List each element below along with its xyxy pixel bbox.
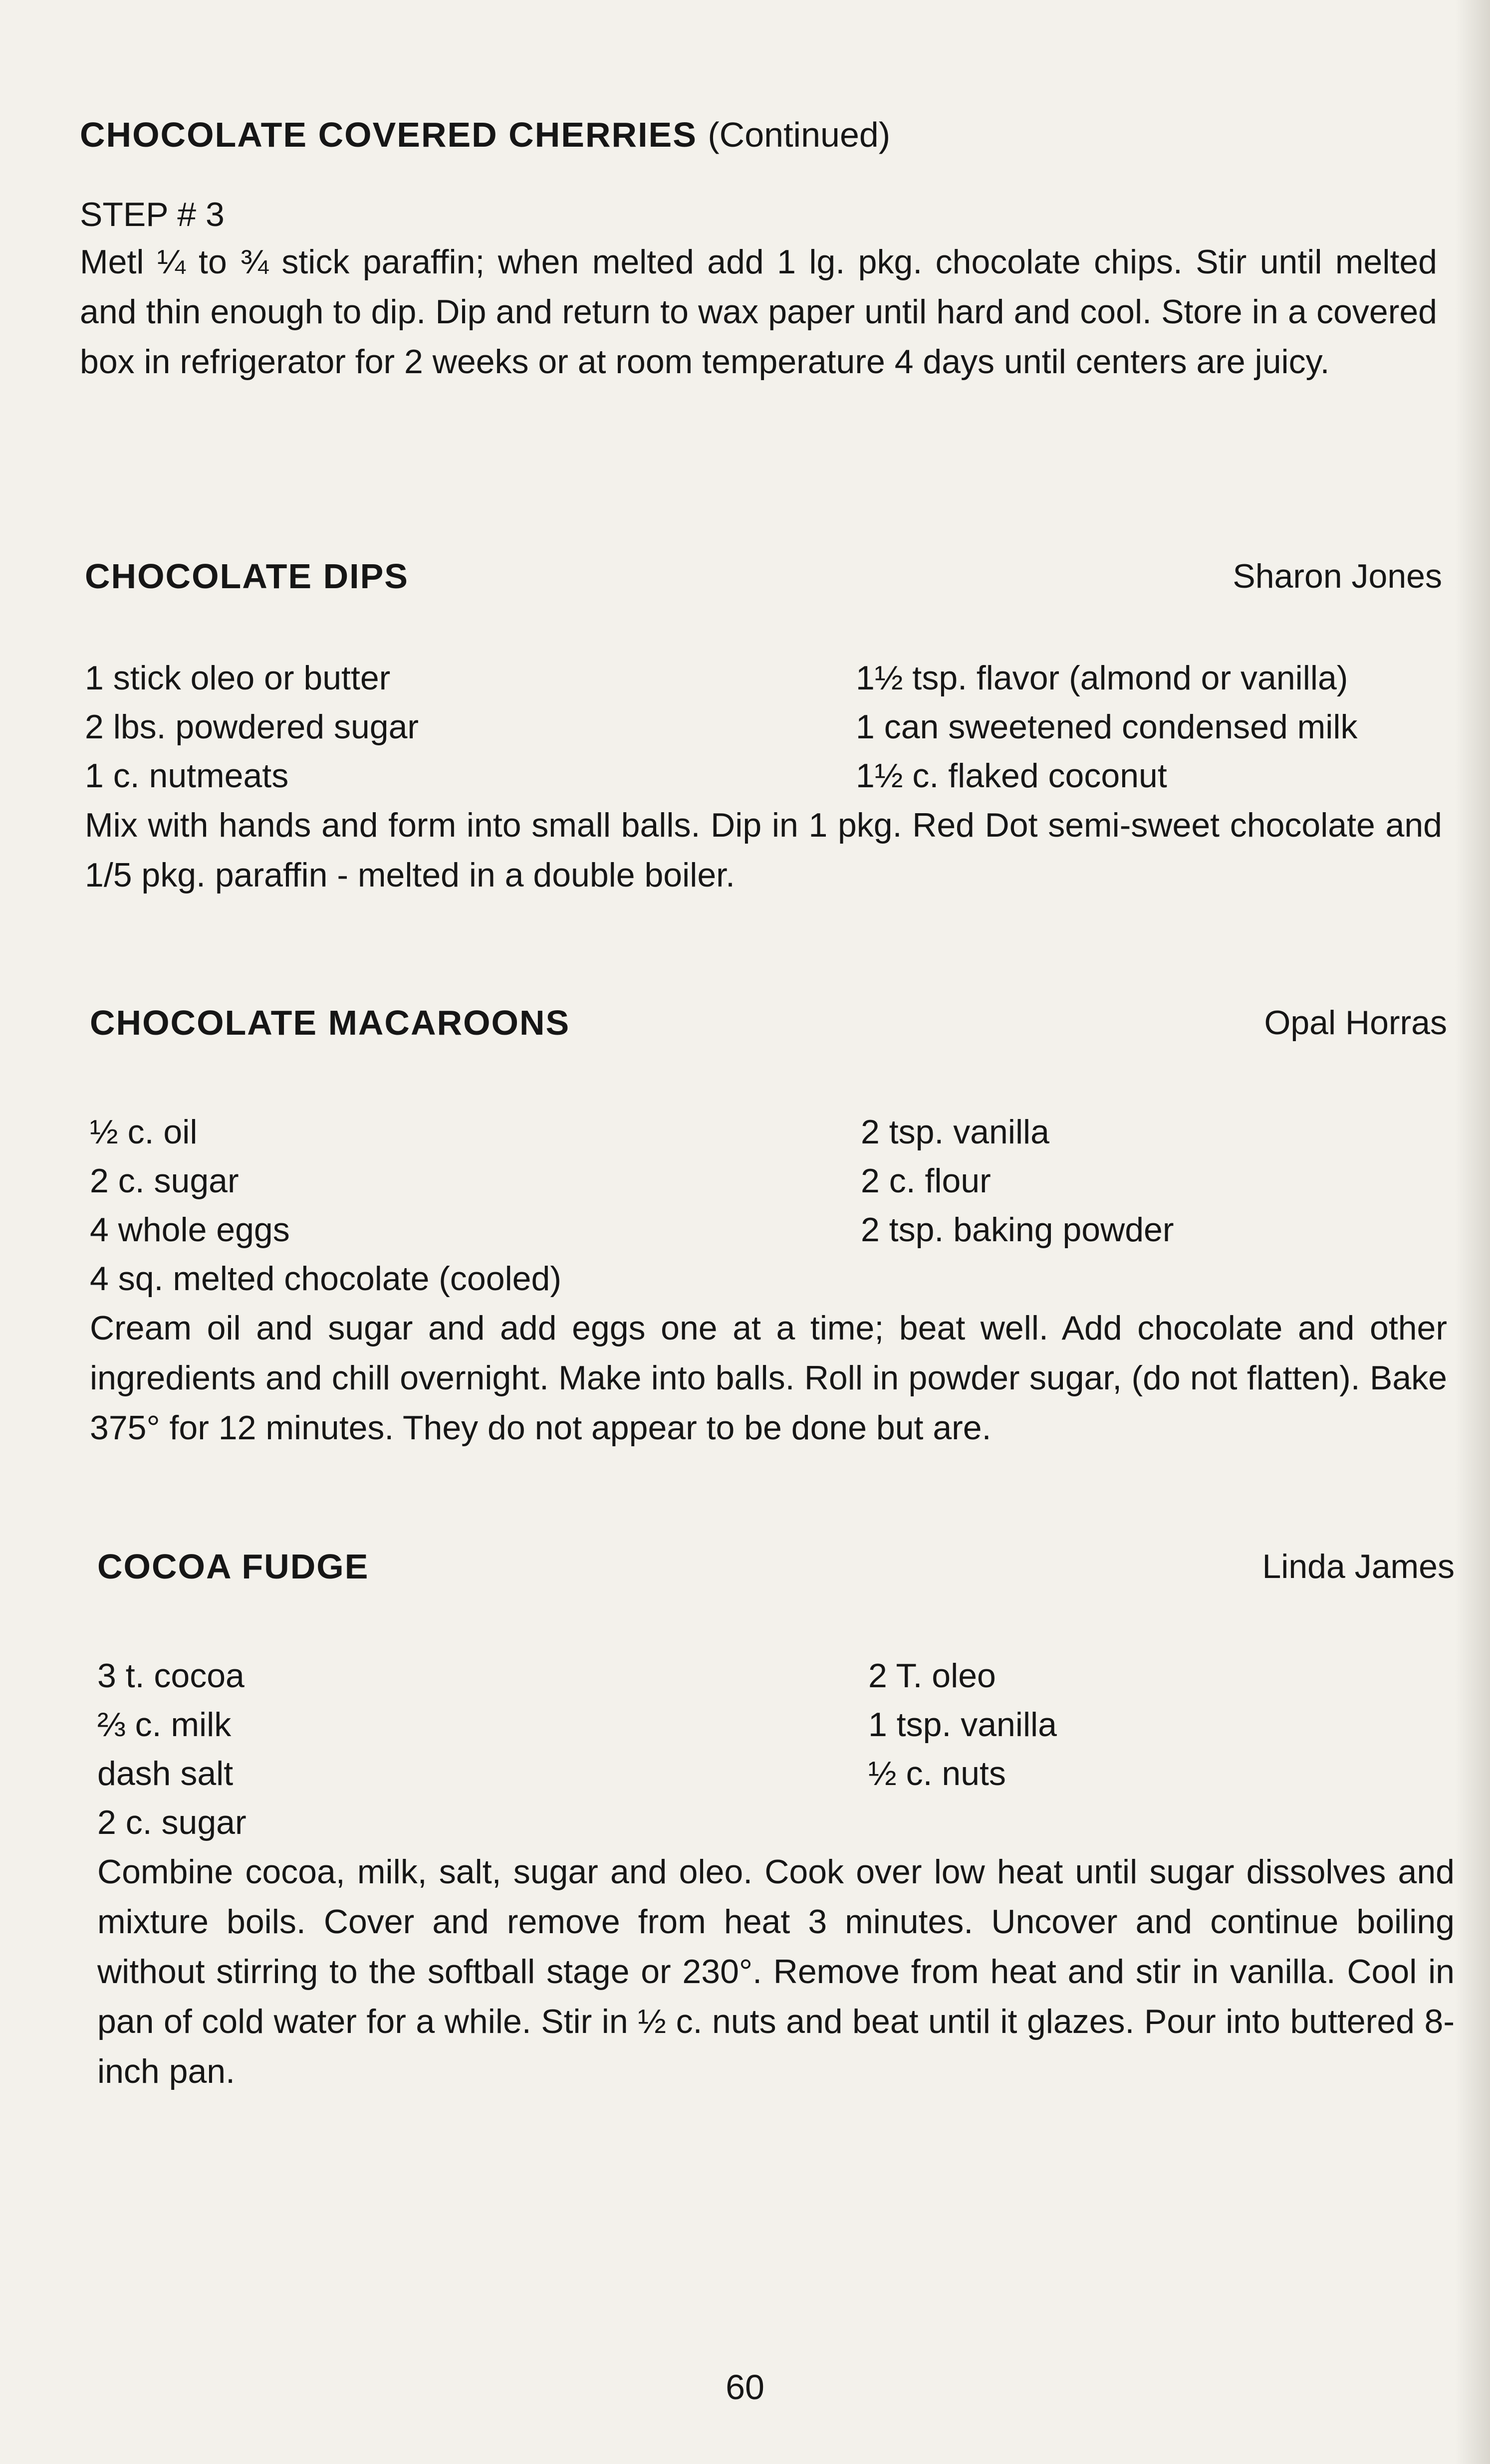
recipe-title-suffix: (Continued) [708, 115, 891, 154]
ingredient: 4 whole eggs [90, 1211, 290, 1249]
recipe-chocolate-covered-cherries [80, 112, 1437, 387]
ingredient: dash salt [97, 1755, 234, 1792]
ingredient: 1 c. nutmeats [85, 757, 289, 795]
page-number: 60 [726, 2368, 764, 2407]
ingredient: 3 t. cocoa [97, 1657, 245, 1695]
ingredient: 1 tsp. vanilla [868, 1706, 1057, 1744]
ingredient-list [97, 1651, 1455, 1847]
ingredient: 2 T. oleo [868, 1657, 996, 1695]
recipe-title: COCOA FUDGE [97, 1547, 369, 1586]
ingredient: 2 tsp. baking powder [861, 1211, 1174, 1249]
page-edge-shadow [1455, 0, 1490, 2464]
recipe-header [97, 1544, 1455, 1589]
recipe-chocolate-dips [85, 554, 1442, 900]
ingredient: 1 stick oleo or butter [85, 659, 391, 697]
recipe-directions: Metl ¼ to ¾ stick paraffin; when melted add 1 lg. pkg. chocolate chips. Stir until melted and thin enough to dip. Dip and return to wax paper until hard and cool. Store in a covered box in refrigerator for 2 weeks or at room temperature 4 days until centers are juicy. [80, 243, 1437, 381]
recipe-step-label: STEP # 3 [80, 196, 225, 233]
ingredient: 1½ tsp. flavor (almond or vanilla) [856, 659, 1348, 697]
ingredient: 2 c. sugar [97, 1803, 247, 1841]
recipe-directions: Combine cocoa, milk, salt, sugar and oleo. Cook over low heat until sugar dissolves and mixture boils. Cover and remove from heat 3 minutes. Uncover and continue boiling without stirring to the softball stage or 230°. Remove from heat and stir in vanilla. Cool in pan of cold water for a while. Stir in ½ c. nuts and beat until it glazes. Pour into buttered 8-inch pan. [97, 1853, 1455, 2090]
ingredient: ½ c. nuts [868, 1755, 1006, 1792]
ingredient-list [85, 654, 1442, 800]
recipe-author: Sharon Jones [1233, 557, 1442, 595]
ingredient: 1 can sweetened condensed milk [856, 708, 1358, 746]
recipe-title: CHOCOLATE MACAROONS [90, 1003, 570, 1042]
recipe-title: CHOCOLATE DIPS [85, 557, 409, 596]
recipe-header [85, 554, 1442, 599]
ingredient-empty [861, 1254, 1447, 1303]
recipe-header [90, 1000, 1447, 1045]
ingredient: 4 sq. melted chocolate (cooled) [90, 1260, 561, 1298]
ingredient: 2 c. flour [861, 1162, 991, 1200]
recipe-directions: Cream oil and sugar and add eggs one at a time; beat well. Add chocolate and other ingredients and chill overnight. Make into balls. Roll in powder sugar, (do not flatten). Bake 375° for 12 minutes. They do not appear to be done but are. [90, 1309, 1447, 1447]
ingredient: 2 c. sugar [90, 1162, 239, 1200]
recipe-directions: Mix with hands and form into small balls. Dip in 1 pkg. Red Dot semi-sweet chocolate and 1/5 pkg. paraffin - melted in a double boiler. [85, 806, 1442, 894]
recipe-author: Opal Horras [1264, 1004, 1447, 1042]
ingredient: 2 lbs. powdered sugar [85, 708, 419, 746]
recipe-title: CHOCOLATE COVERED CHERRIES (Continued) [80, 115, 891, 154]
ingredient: ½ c. oil [90, 1113, 198, 1151]
ingredient: 1½ c. flaked coconut [856, 757, 1167, 795]
recipe-chocolate-macaroons [90, 1000, 1447, 1453]
ingredient: 2 tsp. vanilla [861, 1113, 1049, 1151]
recipe-cocoa-fudge [97, 1544, 1455, 2096]
ingredient-list [90, 1108, 1447, 1303]
ingredient-empty [868, 1798, 1455, 1847]
ingredient: ⅔ c. milk [97, 1706, 232, 1744]
recipe-header [80, 112, 1437, 157]
recipe-author: Linda James [1262, 1548, 1455, 1585]
